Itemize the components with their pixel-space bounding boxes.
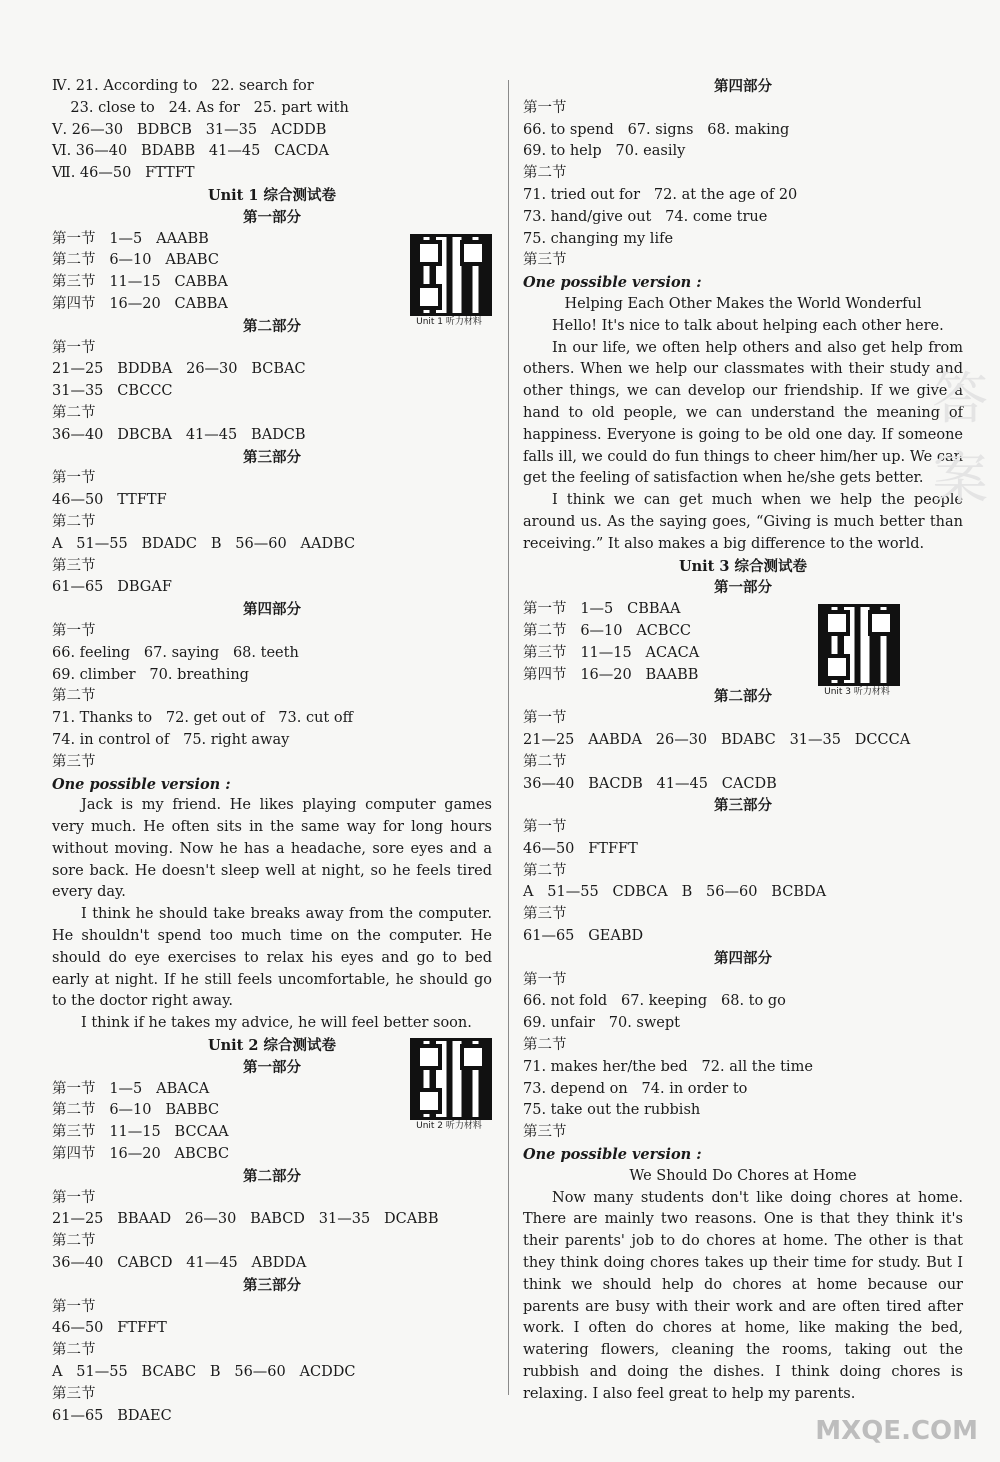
section-heading: 第一部分 bbox=[714, 579, 772, 597]
section-heading: 第三部分 bbox=[243, 1276, 301, 1294]
answer-line: 71. makes her/the bed 72. all the time bbox=[523, 1058, 813, 1075]
answer-line: 第二节 bbox=[52, 513, 96, 530]
answer-line: 第一节 1—5 CBBAA bbox=[523, 601, 681, 618]
unit2-qr-caption: Unit 2 听力材料 bbox=[416, 1121, 482, 1131]
answer-line: 74. in control of 75. right away bbox=[52, 731, 290, 748]
answer-line: Ⅵ. 36—40 BDABB 41—45 CACDA bbox=[52, 143, 329, 160]
answer-line: 69. climber 70. breathing bbox=[52, 666, 249, 683]
answer-line: 61—65 DBGAF bbox=[52, 579, 172, 596]
answer-line: 第二节 6—10 ACBCC bbox=[523, 622, 692, 639]
answer-line: 第三节 11—15 CABBA bbox=[52, 274, 228, 291]
answer-line: 第二节 bbox=[523, 862, 567, 879]
answer-line: 第一节 bbox=[52, 1298, 96, 1315]
answer-line: 第一节 bbox=[523, 99, 567, 116]
essay-paragraph: In our life, we often help others and also get help from others. When we help our classmates with their study and other things, we can develop our friendship. If we give a hand to old people, we can understand the meaning of happiness. Everyone is going to be old one day. If someone falls ill, we could do fun things to cheer him/her up. We can get the feeling of satisfaction when he/she gets better. bbox=[523, 339, 963, 487]
version-label: One possible version : bbox=[523, 274, 702, 292]
answer-line: 46—50 FTFFT bbox=[523, 840, 638, 857]
answer-line: 71. Thanks to 72. get out of 73. cut off bbox=[52, 710, 353, 727]
unit1-essay bbox=[52, 795, 492, 1035]
answer-line: 第三节 bbox=[52, 753, 96, 770]
section-heading: 第一部分 bbox=[243, 208, 301, 226]
unit3-part2 bbox=[523, 708, 963, 795]
essay-paragraph: Hello! It's nice to talk about helping each other here. bbox=[552, 317, 944, 334]
answer-line: 第二节 bbox=[52, 1342, 96, 1359]
answer-line: 21—25 BBAAD 26—30 BABCD 31—35 DCABB bbox=[52, 1211, 439, 1228]
section-heading: 第四部分 bbox=[243, 601, 301, 619]
answer-line: 第三节 bbox=[52, 557, 96, 574]
answer-line: 第三节 11—15 BCCAA bbox=[52, 1124, 229, 1141]
unit2-title: Unit 2 综合测试卷 bbox=[207, 1037, 337, 1055]
answer-line: 21—25 AABDA 26—30 BDABC 31—35 DCCCA bbox=[523, 731, 911, 748]
answer-line: 第二节 bbox=[523, 1037, 567, 1054]
unit3-qr-caption: Unit 3 听力材料 bbox=[824, 687, 890, 697]
answer-line: 第三节 11—15 ACACA bbox=[523, 644, 700, 661]
unit3-part3 bbox=[523, 817, 963, 948]
answer-line: 73. depend on 74. in order to bbox=[523, 1080, 748, 1097]
answer-line: 第一节 bbox=[52, 1189, 96, 1206]
site-watermark: MXQE.COM bbox=[815, 1416, 978, 1446]
unit3-part4 bbox=[523, 970, 963, 1144]
answer-line: Ⅶ. 46—50 FTTFT bbox=[52, 165, 195, 182]
unit2-part2 bbox=[52, 1188, 492, 1275]
answer-line: 第二节 bbox=[52, 404, 96, 421]
answer-line: 第二节 bbox=[523, 165, 567, 182]
essay-title: Helping Each Other Makes the World Wonderful bbox=[564, 295, 922, 312]
answer-line: 75. changing my life bbox=[523, 230, 674, 247]
section-heading: 第四部分 bbox=[714, 949, 772, 967]
answer-line: 75. take out the rubbish bbox=[523, 1102, 701, 1119]
version-label: One possible version : bbox=[523, 1146, 702, 1164]
answer-line: 第四节 16—20 CABBA bbox=[52, 295, 228, 312]
answer-line: 第二节 6—10 ABABC bbox=[52, 252, 219, 269]
answer-line: 第一节 bbox=[523, 819, 567, 836]
essay-paragraph: I think he should take breaks away from the computer. He shouldn't spend too much time on the computer. He should do eye exercises to relax his eyes and go to bed early at night. If he still feels uncomfortable, he should go to the doctor right away. bbox=[52, 906, 492, 1010]
answer-line: 第二节 bbox=[523, 753, 567, 770]
answer-line: 36—40 CABCD 41—45 ABDDA bbox=[52, 1255, 307, 1272]
essay-title: We Should Do Chores at Home bbox=[629, 1167, 857, 1184]
prev-answers bbox=[52, 76, 492, 185]
essay-paragraph: Now many students don't like doing chores at home. There are mainly two reasons. One is that they think it's their parents' job to do chores at home. The other is that they think doing chores takes up their time for study. But I think we should help do chores at home because our parents are busy with their work and are often tired after work. I often do chores at home, like making the bed, watering flowers, cleaning the rooms, taking out the rubbish and doing the dishes. I think doing chores is relaxing. I also feel great to help my parents. bbox=[523, 1189, 963, 1402]
answer-line: Ⅴ. 26—30 BDBCB 31—35 ACDDB bbox=[52, 121, 327, 138]
answer-line: 第一节 bbox=[523, 971, 567, 988]
answer-line: 31—35 CBCCC bbox=[52, 383, 173, 400]
answer-line: 69. to help 70. easily bbox=[523, 143, 686, 160]
answer-line: 71. tried out for 72. at the age of 20 bbox=[523, 186, 798, 203]
unit1-title: Unit 1 综合测试卷 bbox=[207, 186, 337, 204]
essay-paragraph: I think if he takes my advice, he will feel better soon. bbox=[81, 1015, 472, 1032]
unit2-essay bbox=[523, 316, 963, 556]
answer-line: 46—50 FTFFT bbox=[52, 1320, 167, 1337]
answer-line: A 51—55 BCABC B 56—60 ACDDC bbox=[52, 1364, 356, 1381]
answer-line: 21—25 BDDBA 26—30 BCBAC bbox=[52, 361, 306, 378]
unit2-part4 bbox=[523, 98, 963, 272]
answer-line: 第一节 bbox=[523, 710, 567, 727]
section-heading: 第一部分 bbox=[243, 1058, 301, 1076]
unit3-qr-code-icon[interactable] bbox=[818, 604, 900, 686]
answer-line: A 51—55 CDBCA B 56—60 BCBDA bbox=[523, 884, 827, 901]
answer-line: 36—40 DBCBA 41—45 BADCB bbox=[52, 426, 306, 443]
section-heading: 第二部分 bbox=[243, 317, 301, 335]
answer-line: 第三节 bbox=[523, 252, 567, 269]
answer-line: 第三节 bbox=[52, 1385, 96, 1402]
unit1-part2 bbox=[52, 338, 492, 447]
answer-line: 66. not fold 67. keeping 68. to go bbox=[523, 993, 786, 1010]
answer-line: 69. unfair 70. swept bbox=[523, 1015, 680, 1032]
answer-line: 66. to spend 67. signs 68. making bbox=[523, 121, 790, 138]
answer-stamp-watermark: 答案 bbox=[932, 367, 988, 512]
section-heading: 第二部分 bbox=[243, 1167, 301, 1185]
answer-line: 第三节 bbox=[523, 1124, 567, 1141]
answer-line: 第四节 16—20 ABCBC bbox=[52, 1146, 230, 1163]
answer-line: 73. hand/give out 74. come true bbox=[523, 208, 768, 225]
answer-line: 61—65 BDAEC bbox=[52, 1407, 172, 1424]
answer-line: 第四节 16—20 BAABB bbox=[523, 666, 699, 683]
answer-line: 36—40 BACDB 41—45 CACDB bbox=[523, 775, 777, 792]
answer-line: 第一节 1—5 AAABB bbox=[52, 230, 209, 247]
answer-line: 第一节 bbox=[52, 622, 96, 639]
answer-line: 第一节 bbox=[52, 339, 96, 356]
answer-line: 66. feeling 67. saying 68. teeth bbox=[52, 644, 299, 661]
section-heading: 第四部分 bbox=[714, 78, 772, 95]
answer-line: A 51—55 BDADC B 56—60 AADBC bbox=[52, 535, 356, 552]
unit3-essay bbox=[523, 1188, 963, 1406]
answer-line: 46—50 TTFTF bbox=[52, 492, 167, 509]
unit2-part3 bbox=[52, 1297, 492, 1428]
unit1-qr-caption: Unit 1 听力材料 bbox=[416, 317, 482, 327]
essay-paragraph: Jack is my friend. He likes playing computer games very much. He often sits in the same way for long hours without moving. Now he has a headache, sore eyes and a sore back. He doesn't sleep well at night, so he feels tired every day. bbox=[52, 797, 492, 901]
version-label: One possible version : bbox=[52, 775, 231, 793]
answer-line: 第二节 bbox=[52, 688, 96, 705]
answer-line: 23. close to 24. As for 25. part with bbox=[52, 99, 349, 116]
section-heading: 第三部分 bbox=[243, 448, 301, 466]
unit1-qr-code-icon[interactable] bbox=[410, 234, 492, 316]
section-heading: 第三部分 bbox=[714, 797, 772, 815]
unit2-qr-code-icon[interactable] bbox=[410, 1038, 492, 1120]
answer-line: 第一节 1—5 ABACA bbox=[52, 1080, 210, 1097]
answer-line: 第二节 bbox=[52, 1233, 96, 1250]
essay-paragraph: I think we can get much when we help the people around us. As the saying goes, “Giving is much better than receiving.” It also makes a big difference to the world. bbox=[523, 492, 963, 552]
answer-line: 第二节 6—10 BABBC bbox=[52, 1102, 220, 1119]
answer-line: 第一节 bbox=[52, 470, 96, 487]
section-heading: 第二部分 bbox=[714, 688, 772, 706]
column-divider bbox=[508, 80, 509, 1395]
unit1-part4 bbox=[52, 621, 492, 774]
answer-line: Ⅳ. 21. According to 22. search for bbox=[52, 78, 314, 94]
unit1-part3 bbox=[52, 468, 492, 599]
unit3-title: Unit 3 综合测试卷 bbox=[678, 557, 808, 575]
answer-line: 61—65 GEABD bbox=[523, 928, 644, 945]
right-column bbox=[523, 76, 963, 1406]
answer-line: 第三节 bbox=[523, 906, 567, 923]
